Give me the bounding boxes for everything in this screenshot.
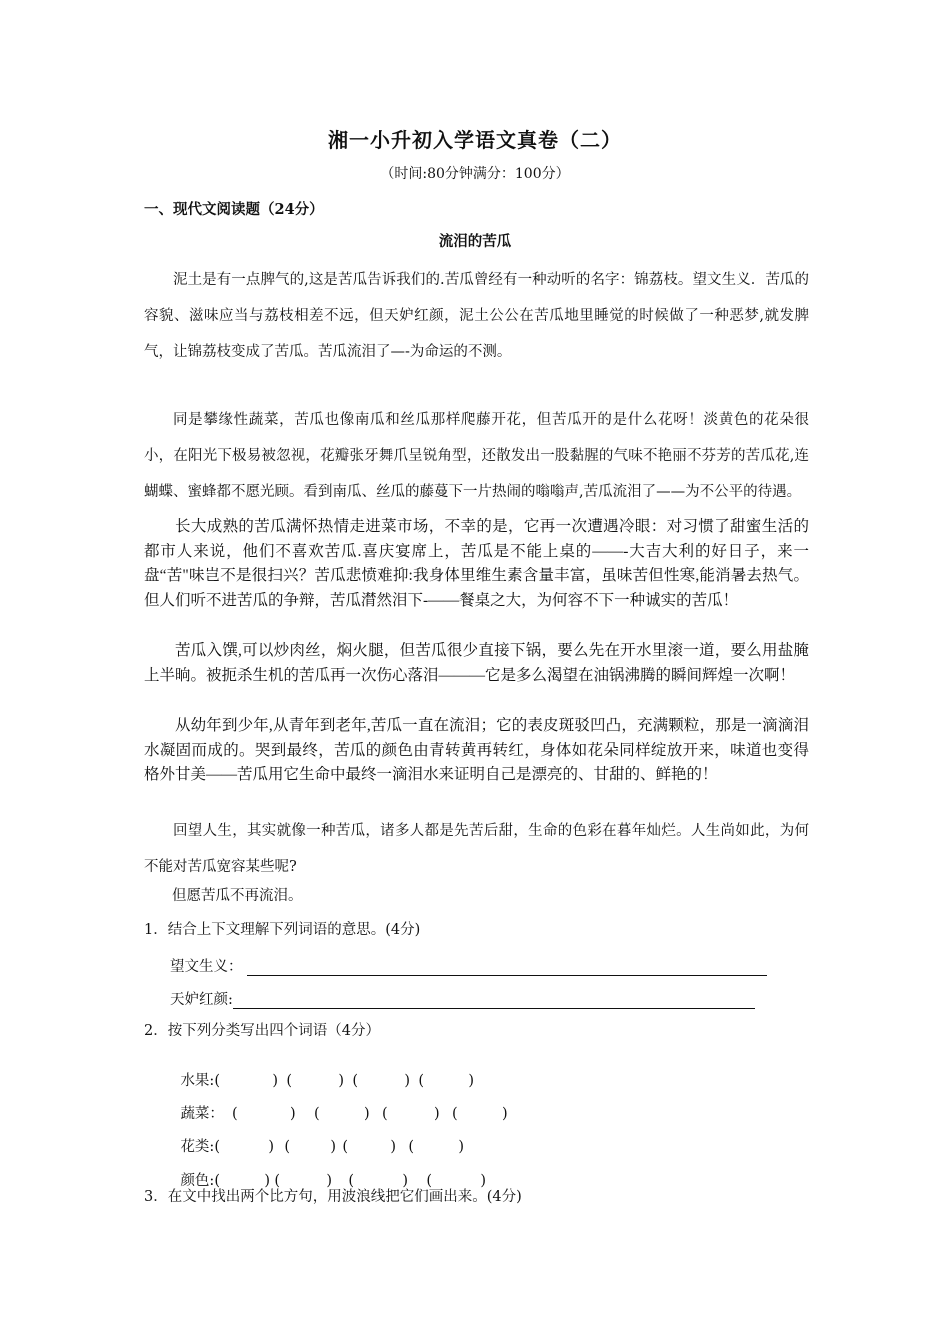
answer-paren[interactable]: ) bbox=[289, 1106, 296, 1122]
answer-paren[interactable]: ( bbox=[286, 1073, 292, 1089]
exam-time-score: （时间:80分钟满分：100分） bbox=[380, 166, 570, 182]
answer-paren[interactable]: ( bbox=[313, 1106, 320, 1122]
question-2-prompt: 2．按下列分类写出四个词语（4分） bbox=[144, 1023, 380, 1039]
answer-paren[interactable]: ) bbox=[264, 1173, 270, 1189]
exam-title: 湘一小升初入学语文真卷（二） bbox=[328, 128, 622, 152]
answer-paren: ) bbox=[468, 1073, 474, 1089]
article-paragraph: 同是攀缘性蔬菜，苦瓜也像南瓜和丝瓜那样爬藤开花，但苦瓜开的是什么花呀！淡黄色的花朵很小，在阳光下极易被忽视，花瓣张牙舞爪呈锐角型，还散发出一股黏腥的气味不艳丽不芬芳的苦瓜花,连蝴蝶、蜜蜂都不愿光顾。看到南瓜、丝瓜的藤蔓下一片热闹的嗡嗡声,苦瓜流泪了——为不公平的待遇。 bbox=[144, 412, 809, 500]
article-paragraph: 从幼年到少年,从青年到老年,苦瓜一直在流泪；它的表皮斑驳凹凸，充满颗粒，那是一滴滴泪水凝固而成的。哭到最终，苦瓜的颜色由青转黄再转红，身体如花朵同样绽放开来，味道也变得格外甘美——苦瓜用它生命中最终一滴泪水来证明自己是漂亮的、甘甜的、鲜艳的！ bbox=[144, 717, 809, 783]
answer-paren[interactable]: ( bbox=[348, 1173, 354, 1189]
section-heading: 一、现代文阅读题（24分） bbox=[144, 201, 324, 218]
answer-paren[interactable]: ) bbox=[363, 1106, 370, 1122]
answer-blank[interactable] bbox=[247, 959, 767, 976]
answer-paren[interactable]: ( bbox=[214, 1073, 220, 1089]
article-paragraph: 泥土是有一点脾气的,这是苦瓜告诉我们的.苦瓜曾经有一种动听的名字：锦荔枝。望文生义．苦瓜的容貌、滋味应当与荔枝相差不远，但天妒红颜，泥土公公在苦瓜地里睡觉的时候做了一种恶梦,就发脾气，让锦荔枝变成了苦瓜。苦瓜流泪了—-为命运的不测。 bbox=[144, 272, 809, 360]
answer-blank[interactable] bbox=[233, 992, 755, 1009]
answer-paren[interactable]: ( bbox=[214, 1173, 220, 1189]
answer-paren[interactable]: ) bbox=[402, 1173, 408, 1189]
article-paragraph: 回望人生，其实就像一种苦瓜，诸多人都是先苦后甜，生命的色彩在暮年灿烂。人生尚如此，为何不能对苦瓜宽容某些呢? bbox=[144, 823, 809, 875]
answer-paren[interactable]: ) bbox=[404, 1073, 410, 1089]
answer-paren[interactable]: ( bbox=[426, 1173, 432, 1189]
answer-paren[interactable]: ) bbox=[390, 1139, 396, 1155]
term-label: 望文生义： bbox=[170, 959, 243, 975]
question-3-prompt: 3．在文中找出两个比方句，用波浪线把它们画出来。(4分) bbox=[144, 1189, 522, 1205]
answer-paren[interactable]: ) bbox=[338, 1073, 344, 1089]
answer-paren[interactable]: ( bbox=[342, 1139, 348, 1155]
category-label: 水果: bbox=[180, 1073, 215, 1089]
article-paragraph: 苦瓜入馔,可以炒肉丝，焖火腿，但苦瓜很少直接下锅，要么先在开水里滚一道，要么用盐腌上半晌。被扼杀生机的苦瓜再一次伤心落泪———它是多么渴望在油锅沸腾的瞬间辉煌一次啊！ bbox=[144, 642, 809, 684]
answer-paren[interactable]: ( bbox=[284, 1139, 290, 1155]
article-title: 流泪的苦瓜 bbox=[438, 233, 512, 250]
article-paragraph: 但愿苦瓜不再流泪。 bbox=[172, 888, 303, 904]
answer-paren[interactable]: ( bbox=[381, 1106, 388, 1122]
category-label: 花类: bbox=[180, 1139, 215, 1155]
category-label: 蔬菜： bbox=[180, 1106, 224, 1122]
answer-paren: ) bbox=[501, 1106, 508, 1122]
article-paragraph: 长大成熟的苦瓜满怀热情走进菜市场，不幸的是，它再一次遭遇冷眼：对习惯了甜蜜生活的都市人来说，他们不喜欢苦瓜.喜庆宴席上，苦瓜是不能上桌的——-大吉大利的好日子，来一盘“苦"味岂不是很扫兴？苦瓜悲愤难抑:我身体里维生素含量丰富，虽味苦但性寒,能消暑去热气。但人们听不进苦瓜的争辩，苦瓜潸然泪下-——餐桌之大，为何容不下一种诚实的苦瓜！ bbox=[144, 518, 809, 609]
answer-paren[interactable]: ( bbox=[408, 1139, 414, 1155]
answer-paren[interactable]: ) bbox=[433, 1106, 440, 1122]
question-1-item-1 bbox=[170, 955, 767, 976]
answer-paren[interactable]: ) bbox=[272, 1073, 278, 1089]
answer-paren[interactable]: ) bbox=[268, 1139, 274, 1155]
term-label: 天妒红颜: bbox=[170, 992, 233, 1008]
answer-paren[interactable]: ( bbox=[274, 1173, 280, 1189]
answer-paren[interactable]: ( bbox=[418, 1073, 424, 1089]
question-1-item-2 bbox=[170, 988, 755, 1009]
answer-paren: ) bbox=[458, 1139, 464, 1155]
answer-paren: ) bbox=[480, 1173, 486, 1189]
answer-paren[interactable]: ) bbox=[330, 1139, 336, 1155]
category-label: 颜色: bbox=[180, 1173, 215, 1189]
question-1-prompt: 1．结合上下文理解下列词语的意思。(4分) bbox=[144, 922, 421, 938]
answer-paren[interactable]: ) bbox=[326, 1173, 332, 1189]
answer-paren[interactable]: ( bbox=[451, 1106, 458, 1122]
answer-paren[interactable]: ( bbox=[352, 1073, 358, 1089]
answer-paren[interactable]: ( bbox=[214, 1139, 220, 1155]
answer-paren[interactable]: ( bbox=[231, 1106, 238, 1122]
